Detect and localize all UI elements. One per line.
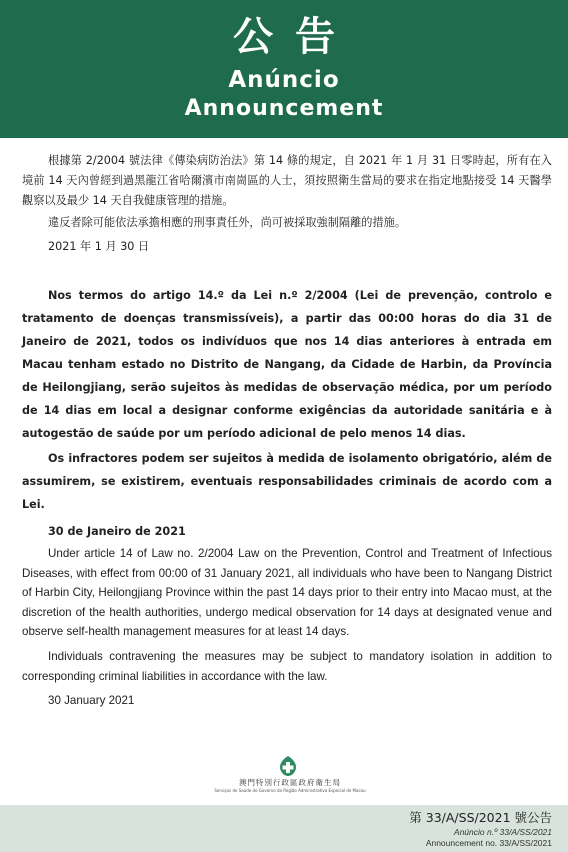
title-english: Announcement bbox=[184, 96, 384, 121]
health-bureau-logo bbox=[210, 755, 370, 797]
chinese-paragraph-2: 違反者除可能依法承擔相應的刑事責任外，尚可被採取強制隔離的措施。 bbox=[48, 216, 407, 229]
portuguese-paragraph-1: Nos termos do artigo 14.º da Lei n.º 2/2004 (Lei de prevenção, controlo e tratamento de doenças transmissíveis), a partir das 00:00 horas do dia 31 de Janeiro de 2021, todos os indivíduos que nos 14 dias anteriores à entrada em Macau tenham estado no Distrito de Nangang, da Cidade de Harbin, da Província de Heilongjiang, serão sujeitos às medidas de observação médica, por um período de 14 dias em local a designar conforme exigências da autoridade sanitária e à autogestão de saúde por um período adicional de pelo menos 14 dias. bbox=[22, 289, 552, 440]
health-bureau-emblem-icon bbox=[276, 755, 300, 777]
english-paragraph-1: Under article 14 of Law no. 2/2004 Law on the Prevention, Control and Treatment of Infectious Diseases, with effect from 00:00 of 31 January 2021, all individuals who have been to Nangang District of Harbin City, Heilongjiang Province within the past 14 days prior to their entry into Macao must, at the discretion of the health authorities, undergo medical observation for 14 days at designated venue and observe self-health management measures for at least 14 days. bbox=[22, 547, 552, 639]
reference-chinese: 第 33/A/SS/2021 號公告 bbox=[409, 810, 552, 825]
english-date: 30 January 2021 bbox=[48, 694, 135, 708]
title-portuguese: Anúncio bbox=[228, 67, 340, 93]
portuguese-date: 30 de Janeiro de 2021 bbox=[48, 525, 186, 538]
portuguese-section bbox=[22, 284, 552, 545]
logo-name-portuguese: Serviços de Saúde do Governo da Região Administrativa Especial de Macau bbox=[214, 788, 366, 793]
english-section bbox=[22, 544, 552, 716]
logo-name-chinese: 澳門特別行政區政府衛生局 bbox=[239, 778, 341, 787]
portuguese-paragraph-2: Os infractores podem ser sujeitos à medida de isolamento obrigatório, além de assumirem, se existirem, eventuais responsabilidades criminais de acordo com a Lei. bbox=[22, 452, 552, 511]
english-paragraph-2: Individuals contravening the measures may be subject to mandatory isolation in addition to corresponding criminal liabilities in accordance with the law. bbox=[22, 649, 552, 683]
reference-english: Announcement no. 33/A/SS/2021 bbox=[425, 838, 552, 848]
header-banner bbox=[0, 0, 568, 138]
footer-bar bbox=[0, 805, 568, 852]
chinese-paragraph-1: 根據第 2/2004 號法律《傳染病防治法》第 14 條的規定，自 2021 年 1 月 31 日零時起，所有在入境前 14 天內曾經到過黑龍江省哈爾濱市南崗區的人士，須按照衛生當局的要求在指定地點接受 14 天醫學觀察以及最少 14 天自我健康管理的措施。 bbox=[22, 154, 552, 207]
chinese-section bbox=[22, 151, 552, 259]
chinese-date: 2021 年 1 月 30 日 bbox=[48, 240, 150, 253]
reference-portuguese: Anúncio n.º 33/A/SS/2021 bbox=[453, 827, 552, 837]
title-chinese: 公告 bbox=[233, 14, 357, 60]
